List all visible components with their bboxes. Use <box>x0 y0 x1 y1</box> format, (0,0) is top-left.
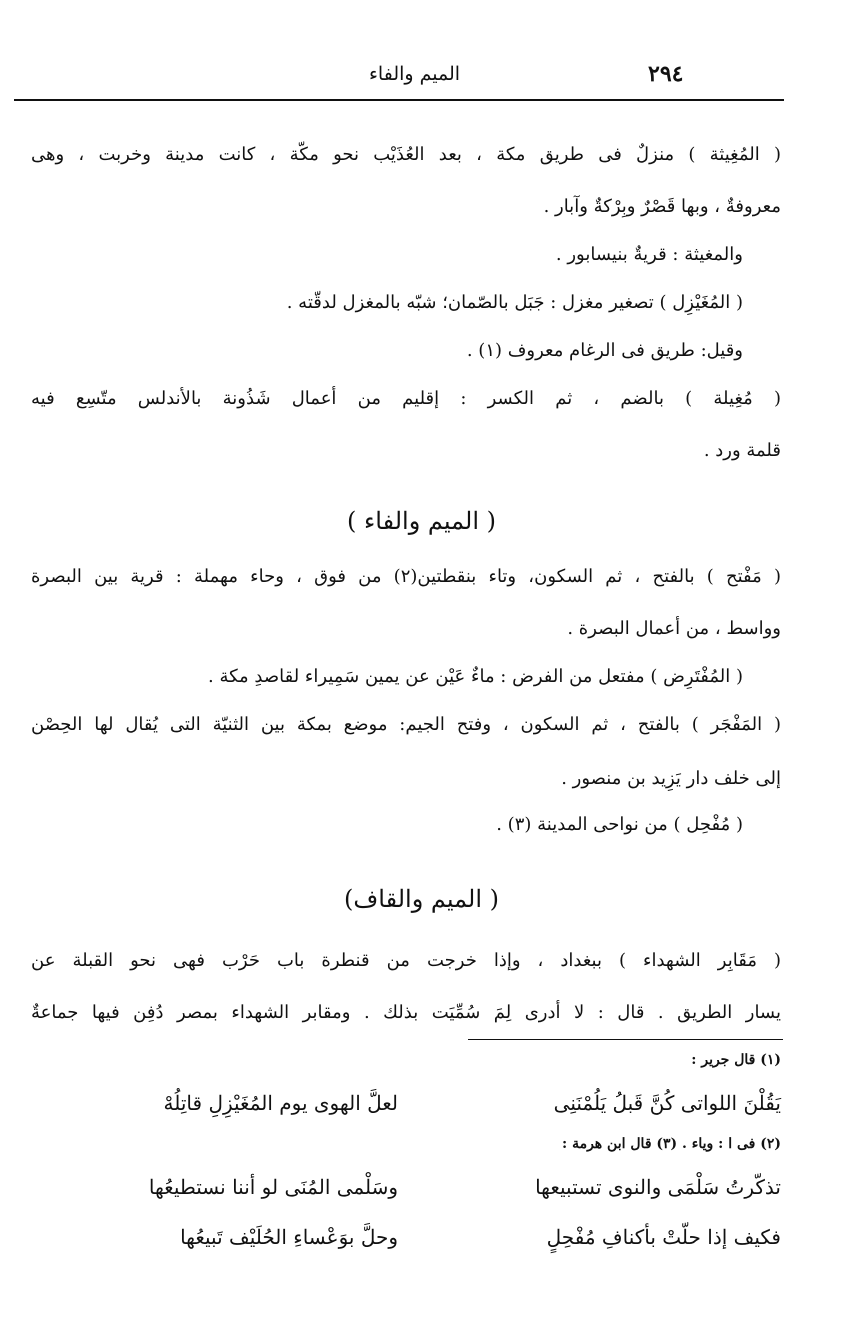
page-header <box>14 55 784 101</box>
entry-line: ( المُفْتَرِض ) مفتعل من الفرض : ماءٌ عَيْن عن يمين سَمِيراء لقاصدِ مكة . <box>208 666 743 687</box>
verse-hemistich: وحلَّ بوَعْساءِ الحُلَيْف تَبيعُها <box>180 1225 398 1249</box>
entry-line: قلمة ورد . <box>703 440 781 461</box>
running-head: الميم والفاء <box>369 63 461 85</box>
verse-hemistich: تذكّرتُ سَلْمَى والنوى تستبيعها <box>535 1175 781 1199</box>
footnote-label: (٢) فى ا : وياء . (٣) قال ابن هرمة : <box>562 1136 781 1152</box>
verse-hemistich: وسَلْمى المُنَى لو أننا نستطيعُها <box>148 1175 398 1199</box>
entry-line: وقيل: طريق فى الرغام معروف (١) . <box>466 340 743 361</box>
entry-line: إلى خلف دار يَزِيد بن منصور . <box>561 768 781 789</box>
section-heading: ( الميم والقاف) <box>344 885 499 913</box>
entry-line: ( مُغِيلة ) بالضم ، ثم الكسر : إقليم من أعمال شَذُونة بالأندلس متّسِع فيه <box>31 388 781 409</box>
entry-line: ( المُغِيثة ) منزلٌ فى طريق مكة ، بعد العُذَيْب نحو مكّة ، كانت مدينة وخربت ، وهى <box>31 144 781 165</box>
entry-line: والمغيثة : قريةٌ بنيسابور . <box>555 244 743 265</box>
entry-line: وواسط ، من أعمال البصرة . <box>567 618 781 639</box>
verse-hemistich: لعلَّ الهوى يوم المُغَيْزِلِ قاتِلُهْ <box>163 1091 398 1115</box>
verse-hemistich: يَقُلْنَ اللواتى كُنَّ قَبلُ يَلُمْنَنِى <box>553 1091 781 1115</box>
entry-line: معروفةٌ ، وبها قَصْرٌ وبِرْكةٌ وآبار . <box>543 196 781 217</box>
section-heading: ( الميم والفاء ) <box>347 507 496 535</box>
footnote-rule <box>468 1039 783 1040</box>
entry-line: ( مُفْحِل ) من نواحى المدينة (٣) . <box>496 814 743 835</box>
entry-line: ( مَقَابِر الشهداء ) ببغداد ، وإذا خرجت من قنطرة باب حَرْب فهى نحو القبلة عن <box>31 950 781 971</box>
entry-line: ( المَفْجَر ) بالفتح ، ثم السكون ، وفتح الجيم: موضع بمكة بين الثنيّة التى يُقال لها الحِصْن <box>31 714 781 735</box>
entry-line: ( المُغَيْزِل ) تصغير مغزل : جَبَل بالصّمان؛ شبّه بالمغزل لدقّته . <box>286 292 743 313</box>
verse-hemistich: فكيف إذا حلّتْ بأكنافِ مُفْحِلٍ <box>546 1225 781 1249</box>
page-number: ٢٩٤ <box>648 61 684 87</box>
entry-line: ( مَفْتح ) بالفتح ، ثم السكون، وتاء بنقطتين(٢) من فوق ، وحاء مهملة : قرية بين البصرة <box>31 566 781 587</box>
entry-line: يسار الطريق . قال : لا أدرى لِمَ سُمِّيَت بذلك . ومقابر الشهداء بمصر دُفِن فيها جماعةٌ <box>31 1002 781 1023</box>
footnote-label: (١) قال جرير : <box>691 1052 781 1068</box>
